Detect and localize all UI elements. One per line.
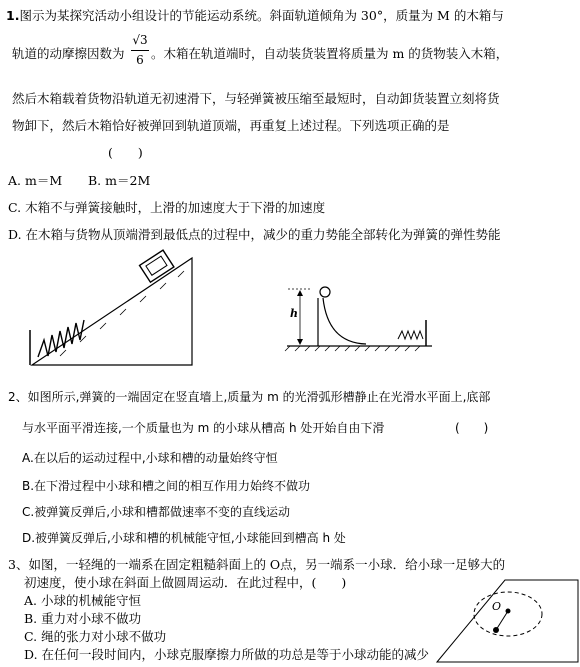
q1-option-b: B. m＝2M [88,173,151,188]
q3-line2: 初速度，使小球在斜面上做圆周运动．在此过程中，( ) [24,575,347,590]
q2-line2: 与水平面平滑连接,一个质量也为 m 的小球从槽高 h 处开始自由下滑 [22,421,385,435]
q1-option-c: C. 木箱不与弹簧接触时，上滑的加速度大于下滑的加速度 [8,200,326,215]
q1-line4: 物卸下，然后木箱恰好被弹回到轨道顶端，再重复上述过程。下列选项正确的是 [12,118,450,133]
q2-option-c: C.被弹簧反弹后,小球和槽都做速率不变的直线运动 [22,505,291,519]
q1-option-a: A. m＝M [8,173,63,188]
q3-figure-label-o: O [492,600,502,613]
q1-number: 1. [6,8,20,23]
q2-option-a: A.在以后的运动过程中,小球和槽的动量始终守恒 [22,451,278,465]
q1-line2-pre: 轨道的动摩擦因数为 [12,46,125,61]
q1-line1-text: 图示为某探究活动小组设计的节能运动系统。斜面轨道倾角为 30°，质量为 M 的木箱与 [19,8,504,23]
q3-option-d: D. 在任何一段时间内，小球克服摩擦力所做的功总是等于小球动能的减少 [24,647,430,662]
q1-frac-num: √3 [132,33,148,47]
q1-option-d: D. 在木箱与货物从顶端滑到最低点的过程中，减少的重力势能全部转化为弹簧的弹性势能 [8,227,501,242]
q2-bracket: ( ) [455,421,489,435]
q1-line3: 然后木箱载着货物沿轨道无初速滑下，与轻弹簧被压缩至最短时，自动卸货装置立刻将货 [12,91,500,106]
q3-option-a: A. 小球的机械能守恒 [24,593,141,608]
q3-line1: 3、如图，一轻绳的一端系在固定粗糙斜面上的 O点，另一端系一小球．给小球一足够大的 [8,557,506,572]
q1-line2-post: 。木箱在轨道端时，自动装货装置将质量为 m 的货物装入木箱， [151,46,509,61]
q3-option-c: C. 绳的张力对小球不做功 [24,629,167,644]
q2-line1: 2、如图所示,弹簧的一端固定在竖直墙上,质量为 m 的光滑弧形槽静止在光滑水平面上,底部 [8,390,491,404]
q3-option-b: B. 重力对小球不做功 [24,611,142,626]
q2-option-d: D.被弹簧反弹后,小球和槽的机械能守恒,小球能回到槽高 h 处 [22,531,346,545]
q2-figure-label-h: h [290,307,298,320]
q1-bracket: ( ) [108,145,143,160]
q2-option-b: B.在下滑过程中小球和槽之间的相互作用力始终不做功 [22,479,311,493]
q1-frac-den: 6 [136,53,144,67]
